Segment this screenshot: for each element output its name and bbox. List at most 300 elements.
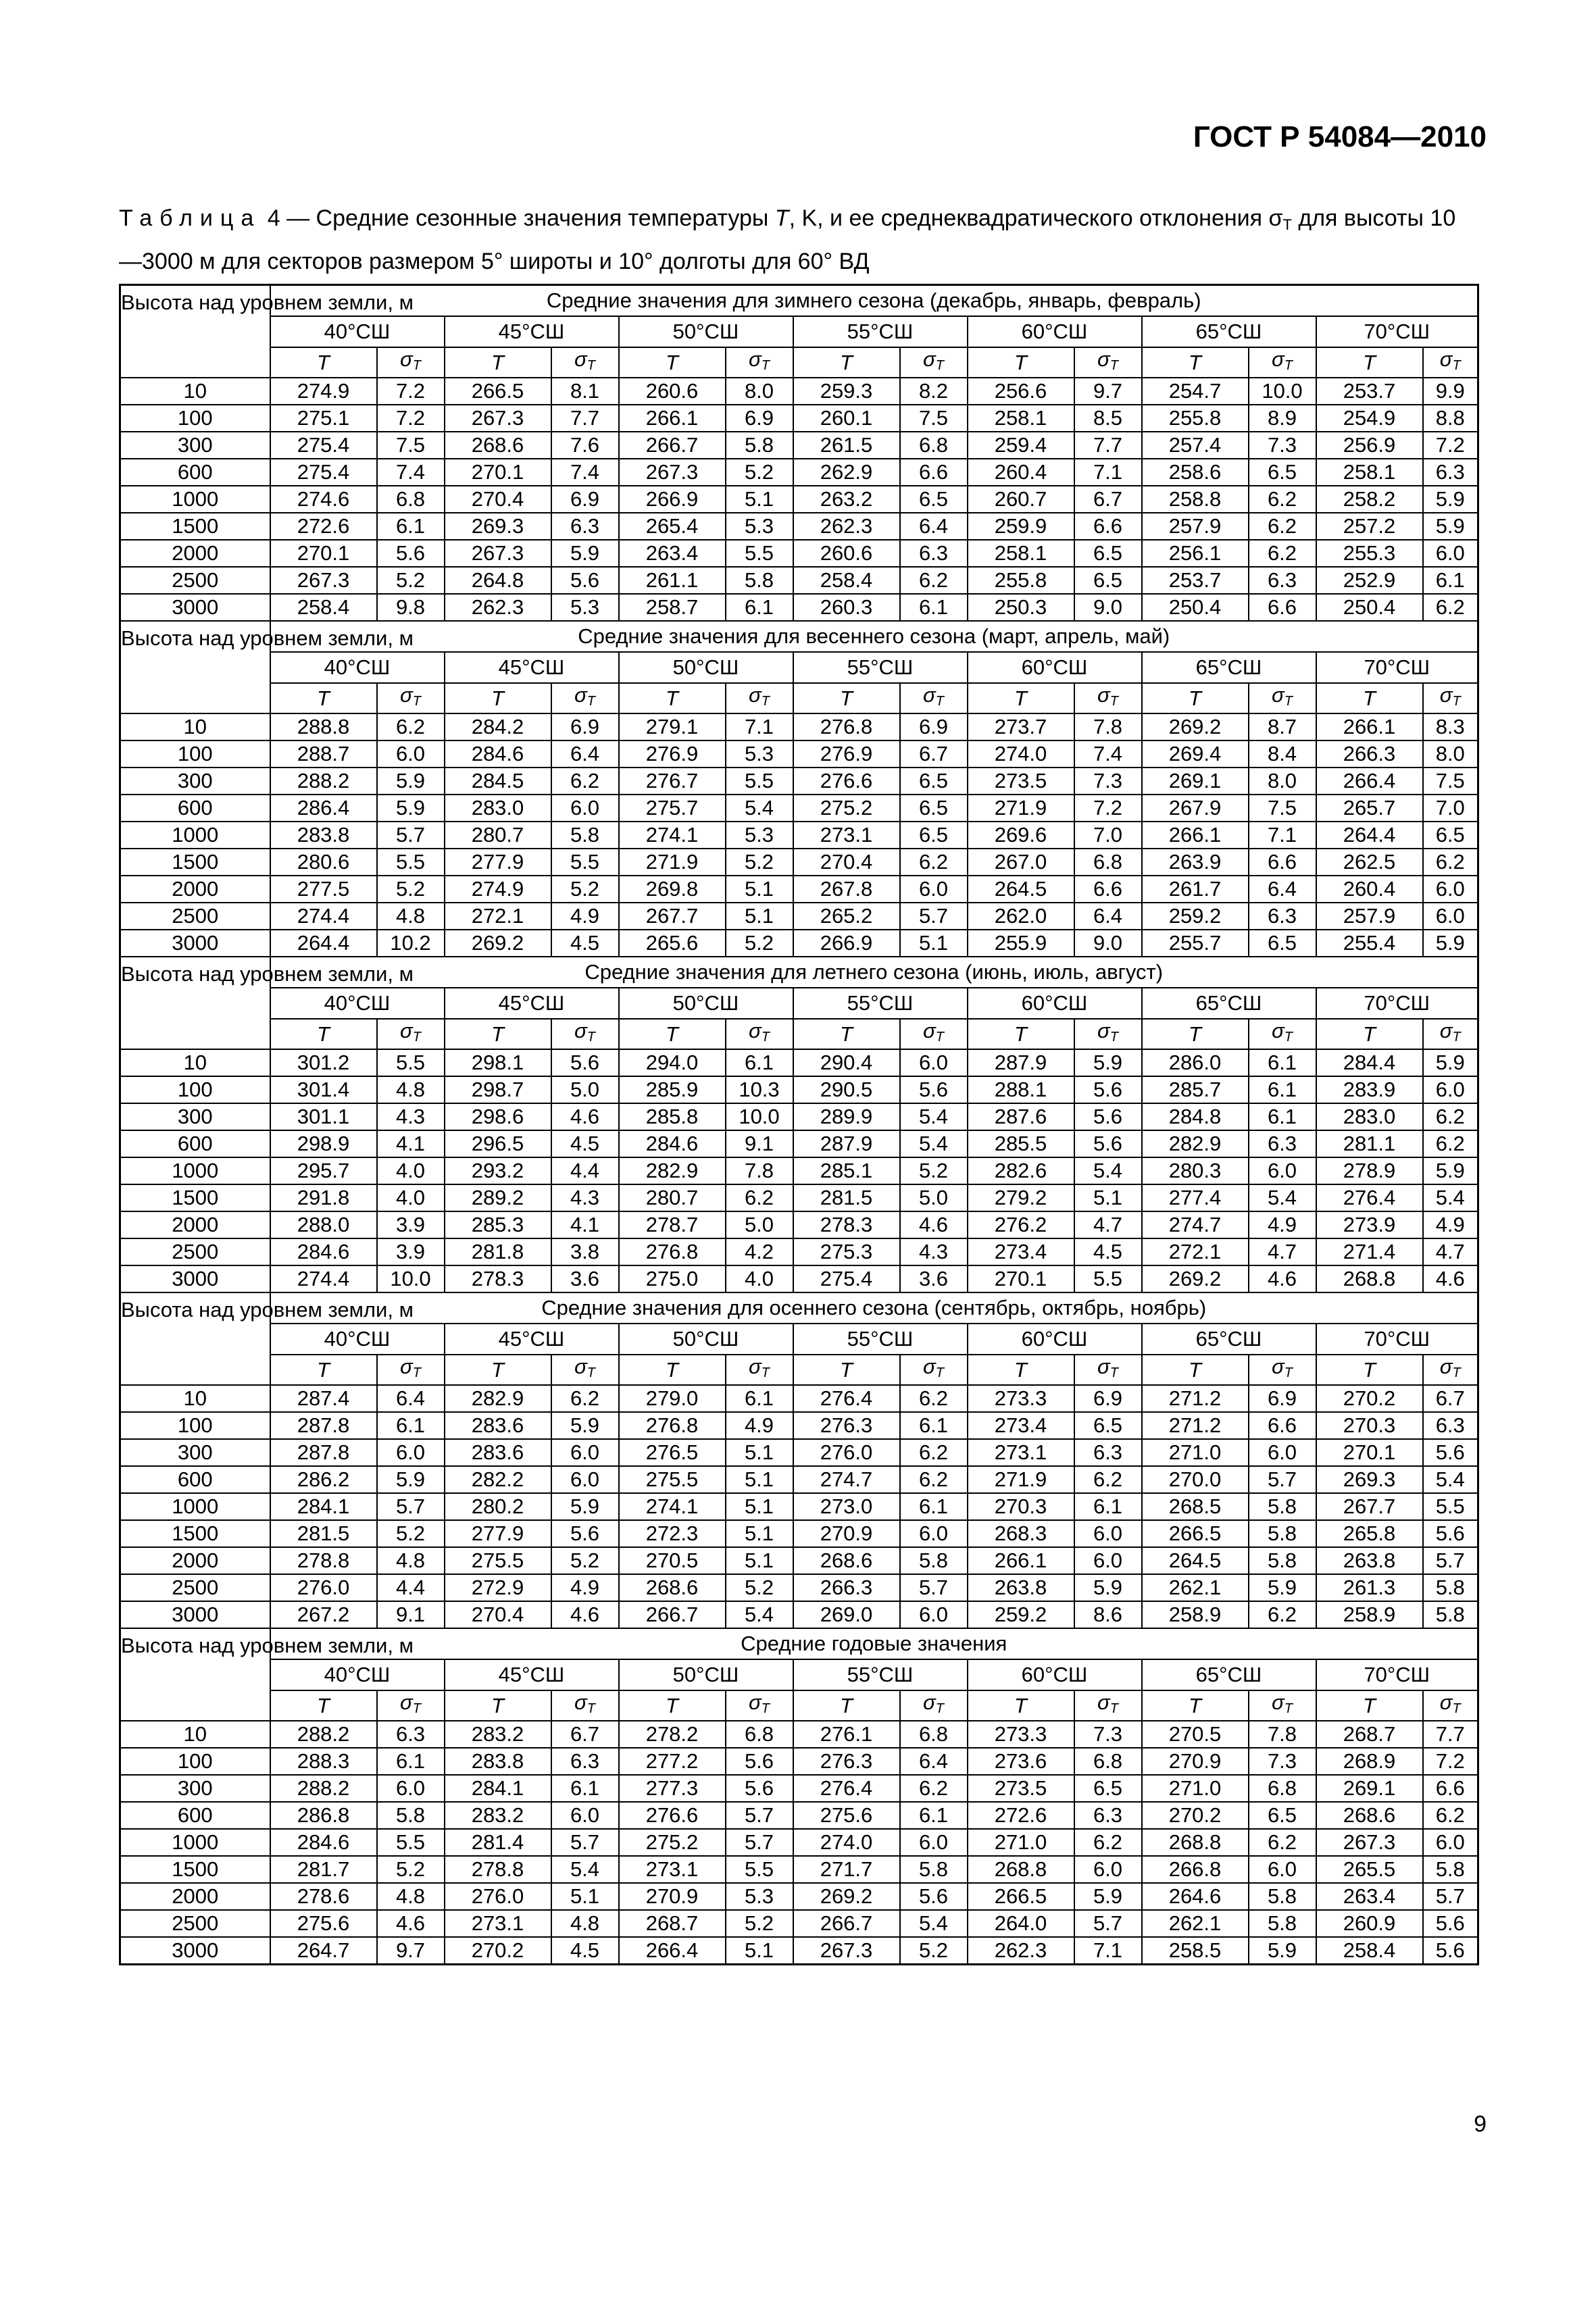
table-row — [120, 1547, 1478, 1574]
temperature-cell: 262.3 — [968, 1937, 1074, 1965]
temperature-cell: 258.8 — [1142, 486, 1249, 513]
temperature-cell: 286.0 — [1142, 1049, 1249, 1076]
var-sigma — [1249, 1690, 1316, 1721]
temperature-cell: 278.3 — [445, 1265, 551, 1292]
sigma-cell: 4.0 — [726, 1265, 793, 1292]
var-sigma — [551, 1355, 619, 1385]
sigma-cell: 5.4 — [900, 1130, 968, 1157]
temperature-cell: 275.6 — [793, 1802, 900, 1829]
temperature-cell: 264.4 — [1316, 822, 1423, 849]
temperature-cell: 280.3 — [1142, 1157, 1249, 1184]
section-title: Средние значения для осеннего сезона (сентябрь, октябрь, ноябрь) — [270, 1292, 1478, 1324]
temperature-cell: 276.9 — [793, 740, 900, 768]
sigma-cell: 7.3 — [1074, 768, 1142, 795]
temperature-cell: 271.4 — [1316, 1238, 1423, 1265]
table-row — [120, 486, 1478, 513]
sigma-cell: 5.6 — [377, 540, 445, 567]
sigma-cell: 6.6 — [1249, 849, 1316, 876]
sigma-cell: 5.7 — [377, 822, 445, 849]
sigma-cell: 6.0 — [551, 1466, 619, 1493]
sigma-cell: 5.1 — [726, 1493, 793, 1520]
temperature-cell: 269.8 — [619, 876, 726, 903]
var-temperature: T — [1316, 683, 1423, 713]
temperature-cell: 267.3 — [619, 459, 726, 486]
sigma-cell: 5.2 — [377, 876, 445, 903]
sigma-cell: 5.1 — [1074, 1184, 1142, 1211]
sigma-cell: 6.5 — [1423, 822, 1478, 849]
sigma-cell: 6.6 — [900, 459, 968, 486]
sigma-cell: 5.3 — [726, 513, 793, 540]
temperature-cell: 266.9 — [793, 930, 900, 957]
temperature-cell: 266.4 — [1316, 768, 1423, 795]
temperature-cell: 283.2 — [445, 1802, 551, 1829]
temperature-cell: 253.7 — [1316, 378, 1423, 405]
temperature-cell: 257.9 — [1142, 513, 1249, 540]
latitude-header: 60°СШ — [968, 1659, 1142, 1690]
temperature-cell: 268.6 — [619, 1574, 726, 1601]
sigma-cell: 5.9 — [1074, 1574, 1142, 1601]
table-row — [120, 1910, 1478, 1937]
sigma-cell: 6.3 — [1249, 1130, 1316, 1157]
section-title: Средние годовые значения — [270, 1628, 1478, 1659]
sigma-cell: 7.3 — [1249, 1748, 1316, 1775]
temperature-cell: 273.6 — [968, 1748, 1074, 1775]
var-sigma — [1249, 1019, 1316, 1049]
temperature-cell: 263.9 — [1142, 849, 1249, 876]
sigma-cell: 4.6 — [551, 1601, 619, 1628]
temperature-cell: 267.7 — [619, 903, 726, 930]
sigma-cell: 6.0 — [900, 1601, 968, 1628]
climate-table — [119, 284, 1479, 1965]
table-row — [120, 567, 1478, 594]
var-temperature: T — [1316, 1690, 1423, 1721]
temperature-cell: 266.5 — [445, 378, 551, 405]
sigma-cell: 5.5 — [726, 540, 793, 567]
temperature-cell: 268.7 — [1316, 1721, 1423, 1748]
temperature-cell: 271.2 — [1142, 1412, 1249, 1439]
sigma-subscript: T — [1284, 694, 1293, 709]
sigma-cell: 5.0 — [900, 1184, 968, 1211]
sigma-cell: 6.5 — [1249, 930, 1316, 957]
temperature-cell: 268.6 — [1316, 1802, 1423, 1829]
temperature-cell: 269.6 — [968, 822, 1074, 849]
table-row — [120, 1466, 1478, 1493]
sigma-cell: 6.2 — [377, 713, 445, 740]
temperature-cell: 266.5 — [1142, 1520, 1249, 1547]
sigma-cell: 8.1 — [551, 378, 619, 405]
temperature-cell: 301.1 — [270, 1103, 377, 1130]
sigma-cell: 7.5 — [1249, 795, 1316, 822]
temperature-cell: 270.4 — [445, 486, 551, 513]
sigma-cell: 6.6 — [1074, 876, 1142, 903]
sigma-symbol: σ — [1272, 1690, 1285, 1714]
table-row — [120, 432, 1478, 459]
table-row — [120, 1574, 1478, 1601]
temperature-cell: 278.3 — [793, 1211, 900, 1238]
temperature-cell: 268.5 — [1142, 1493, 1249, 1520]
height-cell: 2500 — [120, 1910, 270, 1937]
table-row — [120, 459, 1478, 486]
sigma-cell: 5.7 — [1423, 1883, 1478, 1910]
temperature-cell: 270.3 — [1316, 1412, 1423, 1439]
latitude-header: 40°СШ — [270, 652, 445, 683]
temperature-cell: 286.4 — [270, 795, 377, 822]
sigma-cell: 5.6 — [726, 1775, 793, 1802]
height-cell: 300 — [120, 1103, 270, 1130]
var-sigma — [1074, 1690, 1142, 1721]
temperature-cell: 281.5 — [270, 1520, 377, 1547]
sigma-cell: 4.3 — [900, 1238, 968, 1265]
sigma-cell: 5.4 — [1423, 1184, 1478, 1211]
var-temperature: T — [270, 1019, 377, 1049]
temperature-cell: 280.7 — [619, 1184, 726, 1211]
temperature-cell: 281.4 — [445, 1829, 551, 1856]
sigma-cell: 6.0 — [551, 1439, 619, 1466]
sigma-cell: 5.8 — [1423, 1856, 1478, 1883]
sigma-cell: 6.0 — [1423, 1829, 1478, 1856]
temperature-cell: 287.9 — [793, 1130, 900, 1157]
temperature-cell: 269.2 — [793, 1883, 900, 1910]
temperature-cell: 275.3 — [793, 1238, 900, 1265]
temperature-cell: 278.6 — [270, 1883, 377, 1910]
latitude-header: 45°СШ — [445, 1659, 619, 1690]
sigma-cell: 6.1 — [1423, 567, 1478, 594]
sigma-symbol: σ — [1097, 1690, 1110, 1714]
sigma-cell: 6.0 — [1074, 1856, 1142, 1883]
temperature-cell: 264.5 — [968, 876, 1074, 903]
sigma-cell: 7.1 — [1249, 822, 1316, 849]
temperature-cell: 257.2 — [1316, 513, 1423, 540]
temperature-cell: 301.4 — [270, 1076, 377, 1103]
sigma-cell: 5.2 — [726, 459, 793, 486]
temperature-cell: 274.9 — [445, 876, 551, 903]
temperature-cell: 258.6 — [1142, 459, 1249, 486]
sigma-cell: 3.8 — [551, 1238, 619, 1265]
height-cell: 300 — [120, 1439, 270, 1466]
sigma-cell: 6.2 — [1249, 1829, 1316, 1856]
temperature-cell: 254.7 — [1142, 378, 1249, 405]
temperature-cell: 267.3 — [793, 1937, 900, 1965]
temperature-cell: 276.9 — [619, 740, 726, 768]
temperature-cell: 277.9 — [445, 849, 551, 876]
height-cell: 100 — [120, 1076, 270, 1103]
height-cell: 1500 — [120, 1856, 270, 1883]
sigma-cell: 5.5 — [726, 1856, 793, 1883]
sigma-subscript: T — [587, 694, 595, 709]
temperature-cell: 280.6 — [270, 849, 377, 876]
temperature-cell: 274.4 — [270, 1265, 377, 1292]
sigma-cell: 4.9 — [1249, 1211, 1316, 1238]
var-sigma — [900, 1690, 968, 1721]
sigma-cell: 5.8 — [1423, 1574, 1478, 1601]
sigma-cell: 4.5 — [551, 1937, 619, 1965]
var-temperature: T — [1142, 1355, 1249, 1385]
sigma-cell: 6.3 — [1249, 903, 1316, 930]
var-temperature: T — [619, 1019, 726, 1049]
height-cell: 10 — [120, 1385, 270, 1412]
sigma-cell: 3.9 — [377, 1238, 445, 1265]
temperature-cell: 255.8 — [968, 567, 1074, 594]
sigma-cell: 6.2 — [900, 1775, 968, 1802]
sigma-cell: 9.9 — [1423, 378, 1478, 405]
section-header-row — [120, 1292, 1478, 1324]
sigma-subscript: T — [1109, 1365, 1118, 1380]
var-temperature: T — [445, 683, 551, 713]
sigma-subscript: T — [935, 694, 944, 709]
sigma-cell: 5.1 — [726, 1547, 793, 1574]
height-cell: 300 — [120, 768, 270, 795]
temperature-cell: 295.7 — [270, 1157, 377, 1184]
temperature-cell: 275.1 — [270, 405, 377, 432]
sigma-cell: 7.1 — [1074, 1937, 1142, 1965]
sigma-subscript: T — [1109, 358, 1118, 373]
sigma-cell: 10.3 — [726, 1076, 793, 1103]
temperature-cell: 276.5 — [619, 1439, 726, 1466]
height-cell: 600 — [120, 1466, 270, 1493]
temperature-cell: 277.4 — [1142, 1184, 1249, 1211]
sigma-symbol: σ — [1439, 1355, 1453, 1378]
sigma-cell: 4.9 — [726, 1412, 793, 1439]
height-column-header: Высота над уровнем земли, м — [120, 285, 270, 378]
sigma-cell: 4.7 — [1249, 1238, 1316, 1265]
latitude-header: 70°СШ — [1316, 1324, 1478, 1355]
sigma-cell: 5.2 — [900, 1157, 968, 1184]
sigma-cell: 5.2 — [726, 849, 793, 876]
sigma-cell: 6.2 — [1423, 1802, 1478, 1829]
sigma-cell: 4.6 — [551, 1103, 619, 1130]
temperature-cell: 275.4 — [270, 432, 377, 459]
sigma-cell: 7.8 — [726, 1157, 793, 1184]
sigma-subscript: T — [1452, 358, 1461, 373]
sigma-cell: 7.1 — [1074, 459, 1142, 486]
sigma-cell: 5.9 — [1423, 1157, 1478, 1184]
latitude-header: 40°СШ — [270, 316, 445, 347]
caption-var-t: T — [774, 205, 789, 231]
latitude-header: 45°СШ — [445, 316, 619, 347]
temperature-cell: 283.8 — [445, 1748, 551, 1775]
temperature-cell: 270.1 — [1316, 1439, 1423, 1466]
sigma-symbol: σ — [923, 683, 936, 707]
temperature-cell: 284.2 — [445, 713, 551, 740]
temperature-cell: 269.2 — [1142, 713, 1249, 740]
temperature-cell: 290.4 — [793, 1049, 900, 1076]
sigma-cell: 9.1 — [377, 1601, 445, 1628]
sigma-cell: 5.8 — [1249, 1493, 1316, 1520]
sigma-cell: 6.9 — [900, 713, 968, 740]
sigma-cell: 6.5 — [1074, 1775, 1142, 1802]
var-sigma — [377, 683, 445, 713]
temperature-cell: 263.8 — [1316, 1547, 1423, 1574]
sigma-cell: 6.0 — [377, 740, 445, 768]
sigma-subscript: T — [1284, 358, 1293, 373]
sigma-cell: 5.8 — [377, 1802, 445, 1829]
sigma-cell: 6.7 — [900, 740, 968, 768]
temperature-cell: 270.3 — [968, 1493, 1074, 1520]
temperature-cell: 268.3 — [968, 1520, 1074, 1547]
temperature-cell: 287.8 — [270, 1412, 377, 1439]
var-sigma — [377, 347, 445, 378]
temperature-cell: 290.5 — [793, 1076, 900, 1103]
var-sigma — [1249, 347, 1316, 378]
sigma-symbol: σ — [923, 1690, 936, 1714]
sigma-cell: 5.0 — [551, 1076, 619, 1103]
sigma-cell: 8.0 — [726, 378, 793, 405]
temperature-cell: 270.2 — [1142, 1802, 1249, 1829]
sigma-cell: 7.7 — [1074, 432, 1142, 459]
temperature-cell: 282.2 — [445, 1466, 551, 1493]
temperature-cell: 267.3 — [445, 540, 551, 567]
sigma-cell: 6.9 — [551, 486, 619, 513]
sigma-cell: 3.6 — [900, 1265, 968, 1292]
height-cell: 2000 — [120, 876, 270, 903]
sigma-cell: 5.1 — [726, 1466, 793, 1493]
sigma-cell: 4.0 — [377, 1184, 445, 1211]
sigma-cell: 6.3 — [1074, 1802, 1142, 1829]
sigma-cell: 6.5 — [900, 795, 968, 822]
sigma-cell: 6.2 — [1249, 513, 1316, 540]
sigma-symbol: σ — [1439, 1019, 1453, 1042]
sigma-cell: 5.9 — [1074, 1049, 1142, 1076]
temperature-cell: 276.8 — [793, 713, 900, 740]
variable-row — [120, 1355, 1478, 1385]
temperature-cell: 262.3 — [445, 594, 551, 621]
temperature-cell: 266.7 — [619, 432, 726, 459]
sigma-cell: 5.9 — [1249, 1937, 1316, 1965]
temperature-cell: 269.0 — [793, 1601, 900, 1628]
temperature-cell: 258.7 — [619, 594, 726, 621]
sigma-cell: 6.2 — [726, 1184, 793, 1211]
sigma-subscript: T — [412, 1365, 421, 1380]
temperature-cell: 261.1 — [619, 567, 726, 594]
temperature-cell: 273.1 — [619, 1856, 726, 1883]
sigma-cell: 5.6 — [1423, 1439, 1478, 1466]
temperature-cell: 286.2 — [270, 1466, 377, 1493]
temperature-cell: 264.7 — [270, 1937, 377, 1965]
sigma-cell: 9.0 — [1074, 594, 1142, 621]
latitude-header: 50°СШ — [619, 988, 793, 1019]
sigma-cell: 5.9 — [1423, 486, 1478, 513]
temperature-cell: 274.7 — [1142, 1211, 1249, 1238]
sigma-symbol: σ — [400, 347, 413, 371]
sigma-cell: 6.3 — [551, 1748, 619, 1775]
temperature-cell: 283.9 — [1316, 1076, 1423, 1103]
temperature-cell: 288.2 — [270, 1775, 377, 1802]
temperature-cell: 271.0 — [968, 1829, 1074, 1856]
temperature-cell: 274.0 — [968, 740, 1074, 768]
var-sigma — [1423, 683, 1478, 713]
temperature-cell: 268.7 — [619, 1910, 726, 1937]
sigma-cell: 6.4 — [1074, 903, 1142, 930]
latitude-header: 70°СШ — [1316, 652, 1478, 683]
sigma-symbol: σ — [1097, 1355, 1110, 1378]
table-row — [120, 849, 1478, 876]
temperature-cell: 296.5 — [445, 1130, 551, 1157]
sigma-cell: 6.0 — [900, 1829, 968, 1856]
table-row — [120, 378, 1478, 405]
sigma-cell: 5.1 — [726, 486, 793, 513]
var-sigma — [1423, 347, 1478, 378]
temperature-cell: 277.9 — [445, 1520, 551, 1547]
temperature-cell: 256.6 — [968, 378, 1074, 405]
temperature-cell: 267.3 — [270, 567, 377, 594]
section-title: Средние значения для зимнего сезона (декабрь, январь, февраль) — [270, 285, 1478, 317]
table-row — [120, 822, 1478, 849]
temperature-cell: 262.5 — [1316, 849, 1423, 876]
temperature-cell: 269.3 — [1316, 1466, 1423, 1493]
sigma-subscript: T — [1452, 694, 1461, 709]
temperature-cell: 264.8 — [445, 567, 551, 594]
sigma-subscript: T — [1109, 1701, 1118, 1716]
sigma-cell: 5.4 — [1423, 1466, 1478, 1493]
sigma-symbol: σ — [923, 347, 936, 371]
sigma-cell: 6.0 — [900, 1049, 968, 1076]
latitude-header: 55°СШ — [793, 1659, 968, 1690]
var-temperature: T — [445, 1690, 551, 1721]
temperature-cell: 276.4 — [793, 1775, 900, 1802]
height-cell: 10 — [120, 378, 270, 405]
temperature-cell: 260.3 — [793, 594, 900, 621]
table-row — [120, 1238, 1478, 1265]
temperature-cell: 280.7 — [445, 822, 551, 849]
sigma-cell: 6.0 — [1249, 1856, 1316, 1883]
temperature-cell: 288.0 — [270, 1211, 377, 1238]
temperature-cell: 258.1 — [1316, 459, 1423, 486]
sigma-cell: 6.1 — [900, 594, 968, 621]
latitude-header: 45°СШ — [445, 652, 619, 683]
sigma-cell: 5.5 — [377, 1829, 445, 1856]
temperature-cell: 278.8 — [445, 1856, 551, 1883]
sigma-cell: 4.4 — [377, 1574, 445, 1601]
sigma-cell: 4.8 — [377, 1883, 445, 1910]
temperature-cell: 274.0 — [793, 1829, 900, 1856]
sigma-subscript: T — [1284, 1701, 1293, 1716]
temperature-cell: 267.0 — [968, 849, 1074, 876]
sigma-cell: 4.8 — [377, 1076, 445, 1103]
temperature-cell: 270.5 — [619, 1547, 726, 1574]
table-row — [120, 1721, 1478, 1748]
temperature-cell: 256.1 — [1142, 540, 1249, 567]
temperature-cell: 273.3 — [968, 1385, 1074, 1412]
temperature-cell: 273.0 — [793, 1493, 900, 1520]
height-cell: 2500 — [120, 903, 270, 930]
sigma-cell: 5.9 — [1423, 1049, 1478, 1076]
var-temperature: T — [1142, 683, 1249, 713]
latitude-header: 70°СШ — [1316, 316, 1478, 347]
temperature-cell: 268.6 — [445, 432, 551, 459]
sigma-cell: 4.7 — [1423, 1238, 1478, 1265]
sigma-subscript: T — [412, 694, 421, 709]
sigma-cell: 6.6 — [1074, 513, 1142, 540]
var-sigma — [551, 347, 619, 378]
var-temperature: T — [445, 1019, 551, 1049]
temperature-cell: 298.1 — [445, 1049, 551, 1076]
sigma-cell: 5.6 — [900, 1883, 968, 1910]
sigma-cell: 8.2 — [900, 378, 968, 405]
temperature-cell: 271.9 — [619, 849, 726, 876]
temperature-cell: 258.4 — [270, 594, 377, 621]
sigma-cell: 6.5 — [1249, 1802, 1316, 1829]
sigma-cell: 4.6 — [1423, 1265, 1478, 1292]
var-sigma — [900, 1019, 968, 1049]
sigma-cell: 5.7 — [1249, 1466, 1316, 1493]
sigma-cell: 4.5 — [551, 1130, 619, 1157]
var-temperature: T — [619, 347, 726, 378]
sigma-cell: 4.3 — [377, 1103, 445, 1130]
sigma-cell: 7.8 — [1074, 713, 1142, 740]
sigma-cell: 6.0 — [377, 1439, 445, 1466]
sigma-symbol: σ — [1097, 347, 1110, 371]
temperature-cell: 269.4 — [1142, 740, 1249, 768]
